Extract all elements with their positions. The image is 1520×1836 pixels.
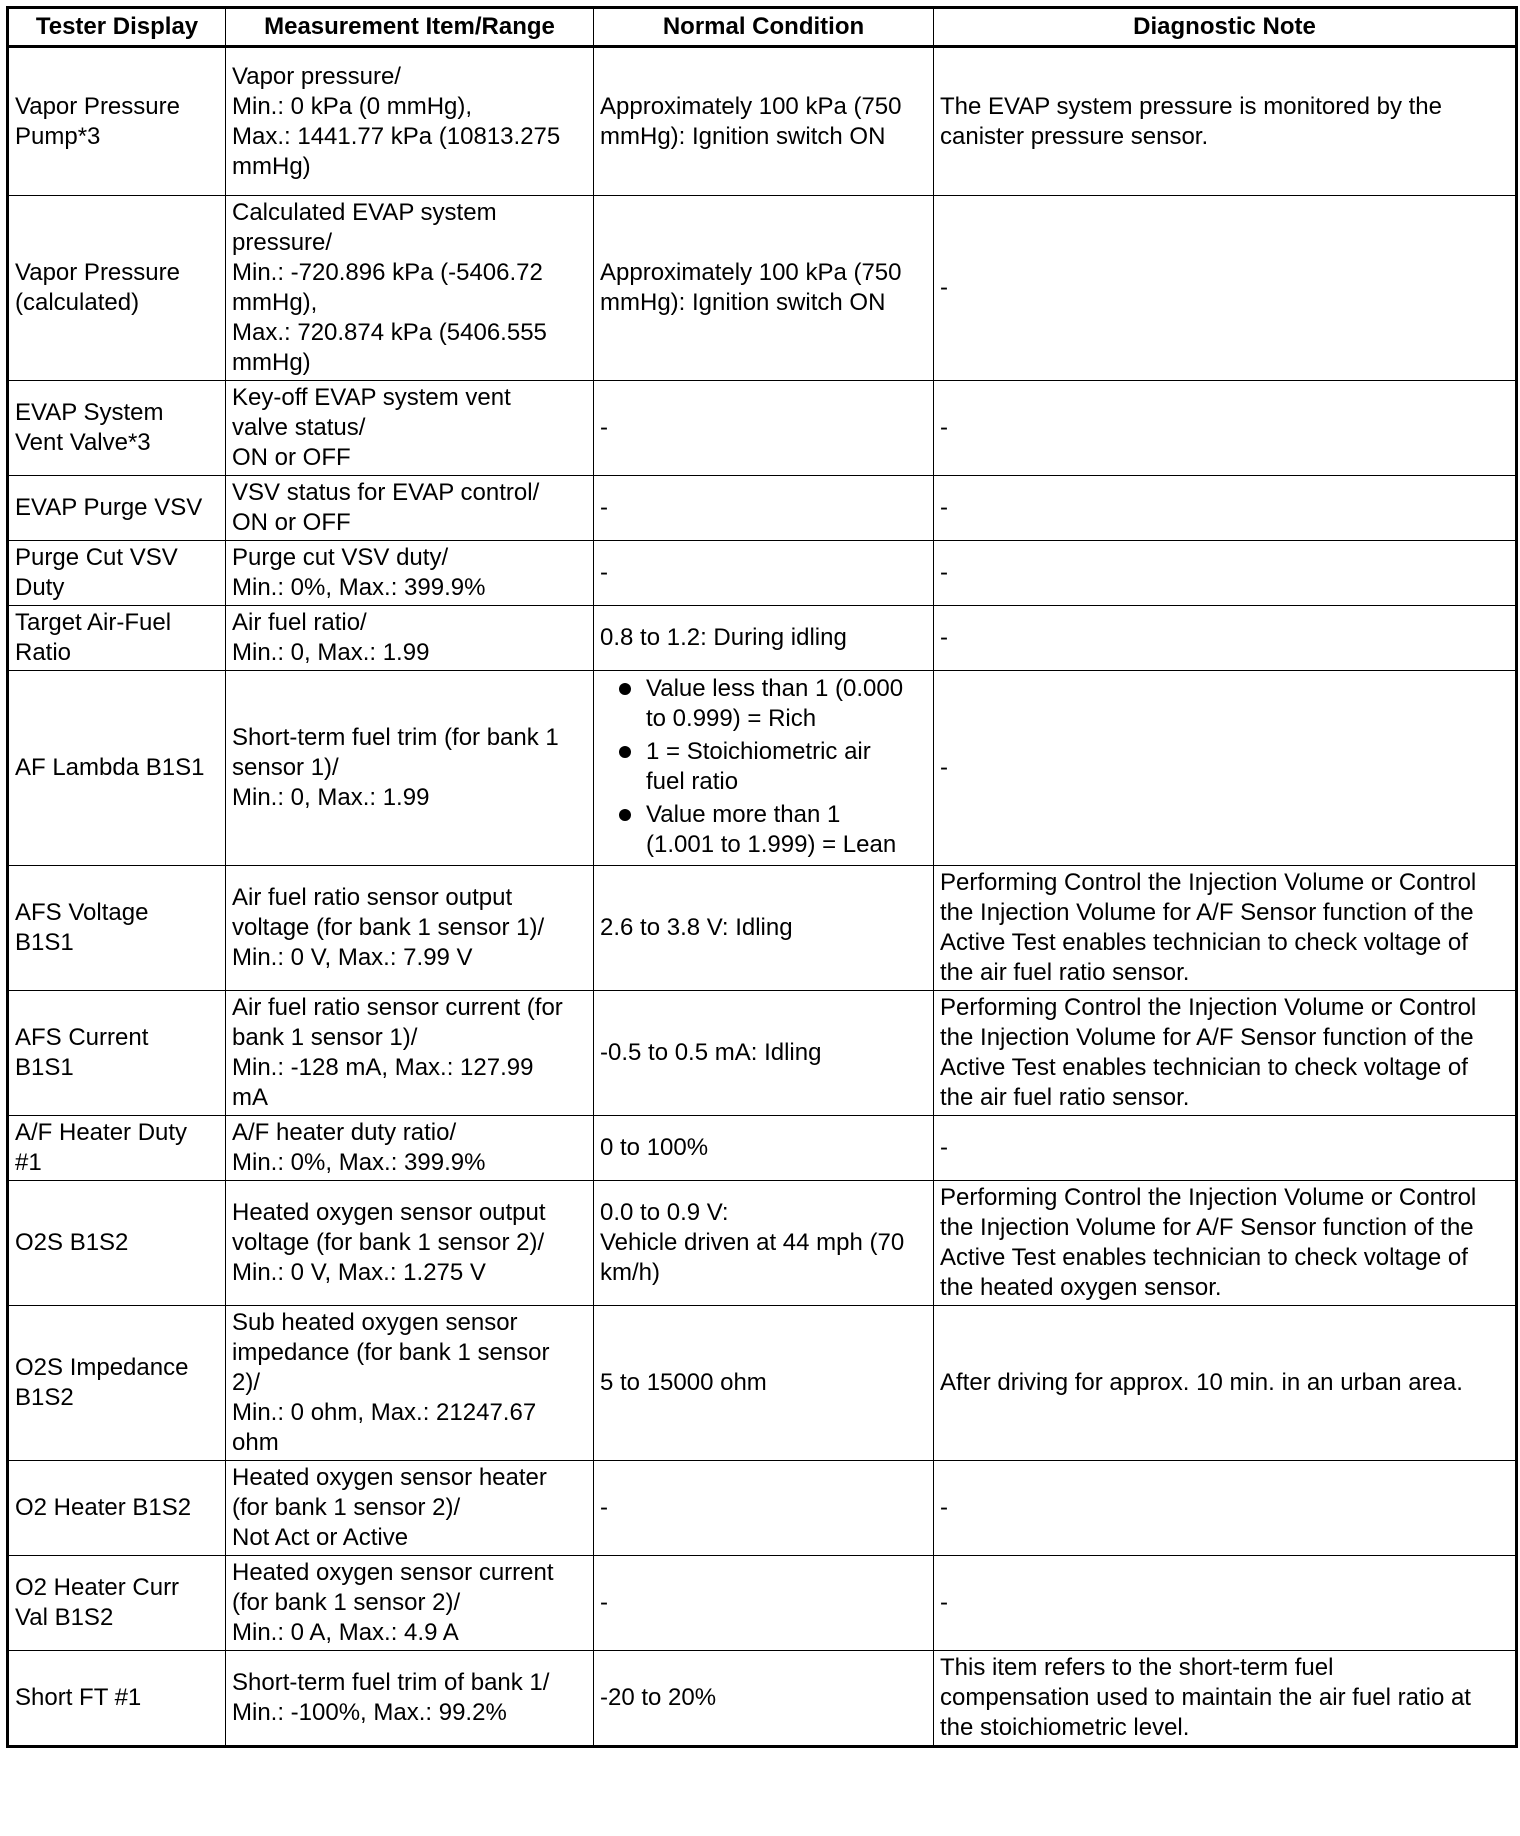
diagnostic-note-cell: - <box>934 381 1517 476</box>
tester-display-cell: O2S B1S2 <box>8 1181 226 1306</box>
tester-display-cell: AF Lambda B1S1 <box>8 671 226 866</box>
table-row <box>8 606 1517 671</box>
diagnostic-note-cell: The EVAP system pressure is monitored by the canister pressure sensor. <box>934 47 1517 196</box>
normal-condition-cell: 0.8 to 1.2: During idling <box>594 606 934 671</box>
table-row <box>8 541 1517 606</box>
normal-condition-cell: - <box>594 381 934 476</box>
data-list-sheet <box>6 6 1515 1748</box>
measurement-cell: Heated oxygen sensor heater (for bank 1 sensor 2)/ Not Act or Active <box>226 1461 594 1556</box>
tester-display-cell: Target Air-Fuel Ratio <box>8 606 226 671</box>
table-row <box>8 1181 1517 1306</box>
table-row <box>8 47 1517 196</box>
table-row <box>8 671 1517 866</box>
diagnostic-note-cell: - <box>934 476 1517 541</box>
table-row <box>8 476 1517 541</box>
tester-display-cell: Vapor Pressure Pump*3 <box>8 47 226 196</box>
bullet-item: Value more than 1 (1.001 to 1.999) = Lean <box>600 800 927 860</box>
tester-display-cell: O2S Impedance B1S2 <box>8 1306 226 1461</box>
tester-display-cell: AFS Voltage B1S1 <box>8 866 226 991</box>
tester-display-cell: EVAP System Vent Valve*3 <box>8 381 226 476</box>
normal-condition-cell: - <box>594 1556 934 1651</box>
header-normal-condition: Normal Condition <box>594 8 934 47</box>
table-row <box>8 1116 1517 1181</box>
normal-condition-cell <box>594 671 934 866</box>
tester-display-cell: A/F Heater Duty #1 <box>8 1116 226 1181</box>
measurement-cell: Vapor pressure/ Min.: 0 kPa (0 mmHg), Max.: 1441.77 kPa (10813.275 mmHg) <box>226 47 594 196</box>
tester-display-cell: O2 Heater B1S2 <box>8 1461 226 1556</box>
measurement-cell: Short-term fuel trim of bank 1/ Min.: -100%, Max.: 99.2% <box>226 1651 594 1747</box>
header-diagnostic-note: Diagnostic Note <box>934 8 1517 47</box>
normal-condition-cell: 0 to 100% <box>594 1116 934 1181</box>
tester-display-cell: AFS Current B1S1 <box>8 991 226 1116</box>
normal-condition-cell: 2.6 to 3.8 V: Idling <box>594 866 934 991</box>
data-list-table <box>6 6 1518 1748</box>
normal-condition-cell: 0.0 to 0.9 V: Vehicle driven at 44 mph (70 km/h) <box>594 1181 934 1306</box>
normal-condition-cell: - <box>594 476 934 541</box>
diagnostic-note-cell: After driving for approx. 10 min. in an urban area. <box>934 1306 1517 1461</box>
normal-condition-cell: Approximately 100 kPa (750 mmHg): Ignition switch ON <box>594 47 934 196</box>
bullet-item: Value less than 1 (0.000 to 0.999) = Rich <box>600 674 927 734</box>
tester-display-cell: Vapor Pressure (calculated) <box>8 196 226 381</box>
normal-condition-cell: - <box>594 1461 934 1556</box>
normal-condition-cell: Approximately 100 kPa (750 mmHg): Ignition switch ON <box>594 196 934 381</box>
measurement-cell: Air fuel ratio sensor current (for bank 1 sensor 1)/ Min.: -128 mA, Max.: 127.99 mA <box>226 991 594 1116</box>
measurement-cell: Sub heated oxygen sensor impedance (for bank 1 sensor 2)/ Min.: 0 ohm, Max.: 21247.67 ohm <box>226 1306 594 1461</box>
diagnostic-note-cell: - <box>934 1461 1517 1556</box>
diagnostic-note-cell: Performing Control the Injection Volume or Control the Injection Volume for A/F Sensor function of the Active Test enables technician to check voltage of the air fuel ratio sensor. <box>934 991 1517 1116</box>
header-row <box>8 8 1517 47</box>
table-row <box>8 196 1517 381</box>
measurement-cell: A/F heater duty ratio/ Min.: 0%, Max.: 399.9% <box>226 1116 594 1181</box>
measurement-cell: Key-off EVAP system vent valve status/ ON or OFF <box>226 381 594 476</box>
diagnostic-note-cell: - <box>934 606 1517 671</box>
measurement-cell: Heated oxygen sensor current (for bank 1 sensor 2)/ Min.: 0 A, Max.: 4.9 A <box>226 1556 594 1651</box>
table-row <box>8 1651 1517 1747</box>
measurement-cell: Air fuel ratio sensor output voltage (for bank 1 sensor 1)/ Min.: 0 V, Max.: 7.99 V <box>226 866 594 991</box>
diagnostic-note-cell: - <box>934 1556 1517 1651</box>
measurement-cell: Short-term fuel trim (for bank 1 sensor 1)/ Min.: 0, Max.: 1.99 <box>226 671 594 866</box>
table-row <box>8 991 1517 1116</box>
header-measurement: Measurement Item/Range <box>226 8 594 47</box>
table-row <box>8 1306 1517 1461</box>
diagnostic-note-cell: - <box>934 671 1517 866</box>
tester-display-cell: Purge Cut VSV Duty <box>8 541 226 606</box>
measurement-cell: Calculated EVAP system pressure/ Min.: -720.896 kPa (-5406.72 mmHg), Max.: 720.874 kPa (5406.555 mmHg) <box>226 196 594 381</box>
normal-condition-cell: -0.5 to 0.5 mA: Idling <box>594 991 934 1116</box>
measurement-cell: VSV status for EVAP control/ ON or OFF <box>226 476 594 541</box>
table-row <box>8 866 1517 991</box>
diagnostic-note-cell: - <box>934 541 1517 606</box>
tester-display-cell: O2 Heater Curr Val B1S2 <box>8 1556 226 1651</box>
diagnostic-note-cell: - <box>934 196 1517 381</box>
bullet-item: 1 = Stoichiometric air fuel ratio <box>600 737 927 797</box>
measurement-cell: Heated oxygen sensor output voltage (for bank 1 sensor 2)/ Min.: 0 V, Max.: 1.275 V <box>226 1181 594 1306</box>
diagnostic-note-cell: Performing Control the Injection Volume or Control the Injection Volume for A/F Sensor function of the Active Test enables technician to check voltage of the air fuel ratio sensor. <box>934 866 1517 991</box>
tester-display-cell: Short FT #1 <box>8 1651 226 1747</box>
measurement-cell: Purge cut VSV duty/ Min.: 0%, Max.: 399.9% <box>226 541 594 606</box>
table-row <box>8 1556 1517 1651</box>
diagnostic-note-cell: This item refers to the short-term fuel compensation used to maintain the air fuel ratio at the stoichiometric level. <box>934 1651 1517 1747</box>
measurement-cell: Air fuel ratio/ Min.: 0, Max.: 1.99 <box>226 606 594 671</box>
table-row <box>8 1461 1517 1556</box>
table-row <box>8 381 1517 476</box>
normal-condition-cell: 5 to 15000 ohm <box>594 1306 934 1461</box>
normal-condition-cell: -20 to 20% <box>594 1651 934 1747</box>
normal-condition-cell: - <box>594 541 934 606</box>
header-tester-display: Tester Display <box>8 8 226 47</box>
diagnostic-note-cell: - <box>934 1116 1517 1181</box>
bullet-list <box>600 674 927 860</box>
diagnostic-note-cell: Performing Control the Injection Volume or Control the Injection Volume for A/F Sensor function of the Active Test enables technician to check voltage of the heated oxygen sensor. <box>934 1181 1517 1306</box>
tester-display-cell: EVAP Purge VSV <box>8 476 226 541</box>
